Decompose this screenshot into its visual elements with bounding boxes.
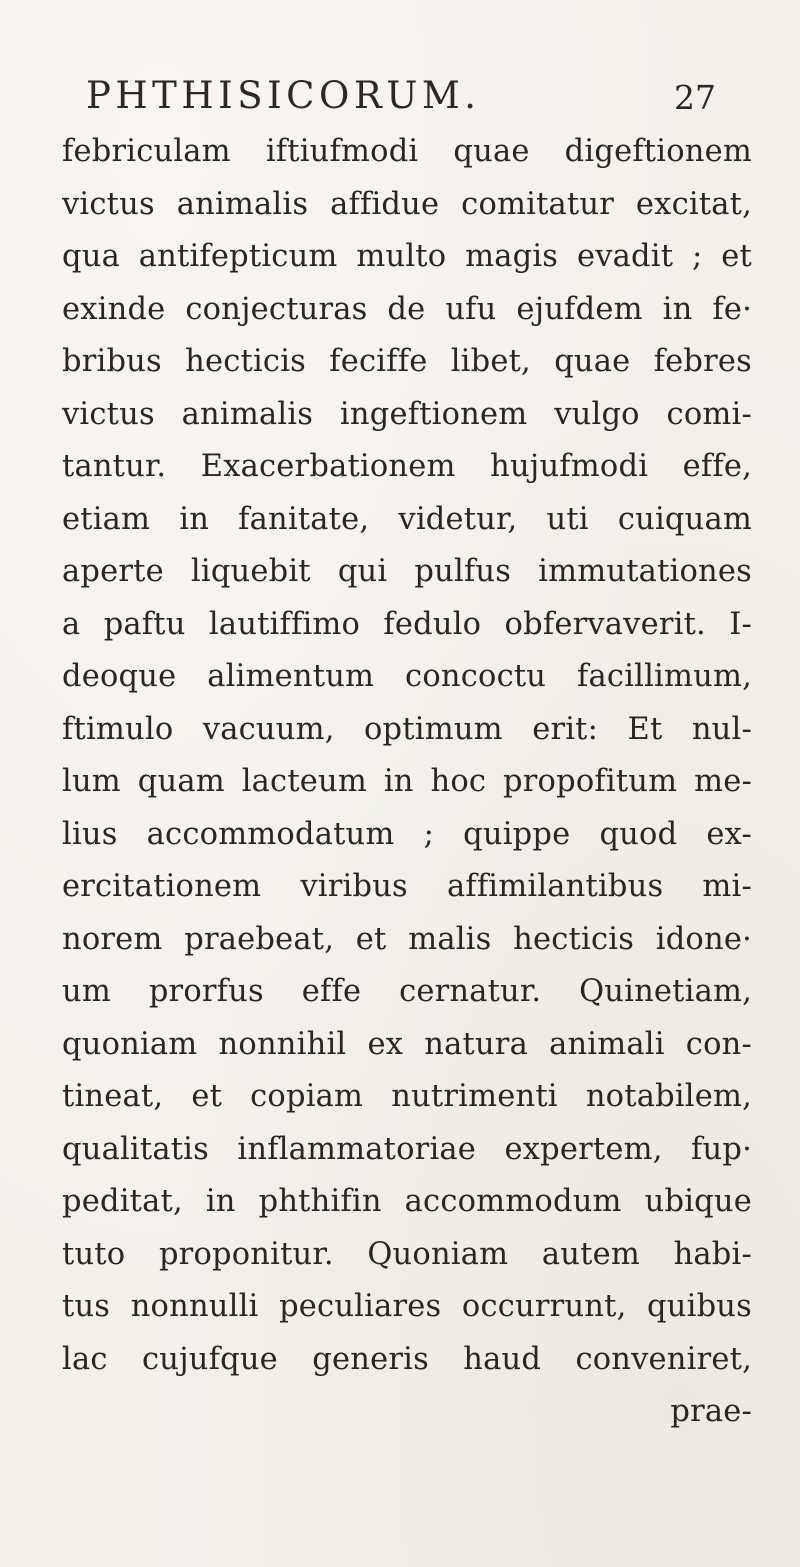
- text-line: victus animalis affidue comitatur excitat,: [62, 186, 752, 222]
- text-line: lum quam lacteum in hoc propofitum me-: [62, 764, 752, 799]
- text-line: tantur. Exacerbationem hujufmodi effe,: [62, 449, 752, 484]
- text-line: quoniam nonnihil ex natura animali con-: [62, 1026, 752, 1062]
- catchword: prae-: [670, 1394, 752, 1429]
- text-line: deoque alimentum concoctu facillimum,: [62, 659, 752, 694]
- text-line: aperte liquebit qui pulfus immutationes: [62, 554, 752, 589]
- text-line: a paftu lautiffimo fedulo obfervaverit. I-: [62, 606, 752, 642]
- text-line: lac cujufque generis haud conveniret,: [62, 1341, 752, 1377]
- text-line: tuto proponitur. Quoniam autem habi-: [62, 1236, 752, 1272]
- text-line: ftimulo vacuum, optimum erit: Et nul-: [62, 711, 752, 747]
- page-number: 27: [674, 78, 716, 117]
- text-line: febriculam iftiufmodi quae digeftionem: [62, 134, 752, 169]
- text-line: ercitationem viribus affimilantibus mi-: [62, 869, 752, 904]
- text-line: norem praebeat, et malis hecticis idone·: [62, 921, 752, 957]
- body-text: [62, 126, 752, 1439]
- text-line: bribus hecticis feciffe libet, quae febres: [62, 344, 752, 379]
- text-line: etiam in fanitate, videtur, uti cuiquam: [62, 501, 752, 537]
- text-line: tineat, et copiam nutrimenti notabilem,: [62, 1079, 752, 1114]
- text-line: qualitatis inflammatoriae expertem, fup·: [62, 1131, 752, 1167]
- running-title: PHTHISICORUM.: [86, 74, 481, 117]
- text-line: qua antifepticum multo magis evadit ; et: [62, 239, 752, 274]
- running-head: [86, 74, 716, 118]
- text-line: lius accommodatum ; quippe quod ex-: [62, 816, 752, 852]
- text-line: victus animalis ingeftionem vulgo comi-: [62, 396, 752, 432]
- text-line: exinde conjecturas de ufu ejufdem in fe·: [62, 291, 752, 327]
- text-line: peditat, in phthifin accommodum ubique: [62, 1184, 752, 1219]
- text-line: tus nonnulli peculiares occurrunt, quibus: [62, 1289, 752, 1324]
- text-line: um prorfus effe cernatur. Quinetiam,: [62, 974, 752, 1009]
